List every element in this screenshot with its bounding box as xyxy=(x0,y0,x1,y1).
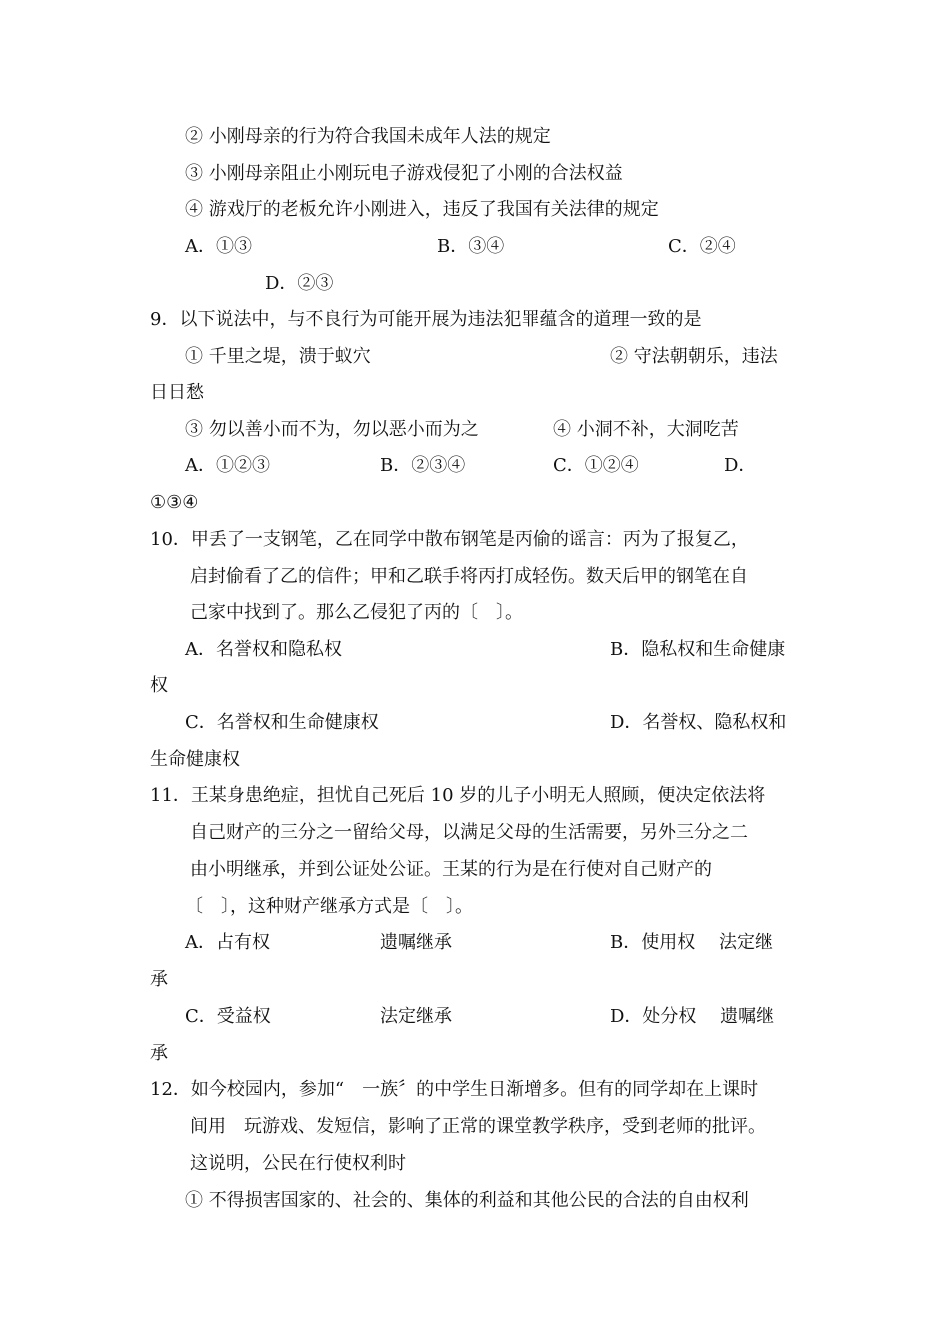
q8-choice-b: B．③④ xyxy=(437,236,505,257)
q9-stem: 9．以下说法中，与不良行为可能开展为违法犯罪蕴含的道理一致的是 xyxy=(150,309,702,330)
q9-choice-a: A．①②③ xyxy=(185,455,270,476)
q9-choice-b: B．②③④ xyxy=(380,455,466,476)
q11-stem-cont-1: 自己财产的三分之一留给父母，以满足父母的生活需要，另外三分之二 xyxy=(190,822,748,843)
option-statement-2: ② 小刚母亲的行为符合我国未成年人法的规定 xyxy=(185,126,551,147)
q11-choice-a: A．占有权 xyxy=(185,932,270,953)
q12-stem: 12．如今校园内，参加“ 一族〞的中学生日渐增多。但有的同学却在上课时 xyxy=(150,1079,759,1100)
q9-choice-d: D． xyxy=(724,455,757,476)
q9-statement-1: ① 千里之堤，溃于蚁穴 xyxy=(185,346,371,367)
q9-choice-c: C．①②④ xyxy=(553,455,639,476)
q11-choice-b-cont: 承 xyxy=(150,969,168,990)
q10-choice-b-cont: 权 xyxy=(150,675,168,696)
option-statement-3: ③ 小刚母亲阻止小刚玩电子游戏侵犯了小刚的合法权益 xyxy=(185,163,623,184)
q11-stem: 11．王某身患绝症，担忧自己死后 10 岁的儿子小明无人照顾，便决定依法将 xyxy=(150,785,766,806)
q11-stem-cont-2: 由小明继承，并到公证处公证。王某的行为是在行使对自己财产的 xyxy=(190,859,712,880)
q9-statement-3: ③ 勿以善小而不为，勿以恶小而为之 xyxy=(185,419,479,440)
q8-choice-c: C．②④ xyxy=(668,236,736,257)
q8-choice-d: D．②③ xyxy=(265,273,334,294)
q11-choice-a-b: 遗嘱继承 xyxy=(380,932,452,953)
q11-choice-d: D．处分权 遗嘱继 xyxy=(610,1006,775,1027)
q12-stem-cont-1: 间用 玩游戏、发短信，影响了正常的课堂教学秩序，受到老师的批评。 xyxy=(190,1116,766,1137)
q9-statement-4: ④ 小洞不补，大洞吃苦 xyxy=(553,419,739,440)
q11-choice-c: C．受益权 xyxy=(185,1006,271,1027)
q10-choice-d: D．名誉权、隐私权和 xyxy=(610,712,787,733)
q10-stem: 10．甲丢了一支钢笔，乙在同学中散布钢笔是丙偷的谣言：丙为了报复乙， xyxy=(150,529,749,550)
q11-choice-d-cont: 承 xyxy=(150,1043,168,1064)
q11-stem-cont-3: 〔 〕，这种财产继承方式是〔 〕。 xyxy=(185,896,473,917)
q8-choice-a: A．①③ xyxy=(185,236,252,257)
q11-choice-c-b: 法定继承 xyxy=(380,1006,452,1027)
q10-stem-cont-1: 启封偷看了乙的信件；甲和乙联手将丙打成轻伤。数天后甲的钢笔在自 xyxy=(190,566,748,587)
q9-statement-2-cont: 日日愁 xyxy=(150,382,204,403)
q12-stem-cont-2: 这说明，公民在行使权利时 xyxy=(190,1153,406,1174)
q10-stem-cont-2: 己家中找到了。那么乙侵犯了丙的〔 〕。 xyxy=(190,602,523,623)
q10-choice-a: A．名誉权和隐私权 xyxy=(185,639,342,660)
q9-statement-2: ② 守法朝朝乐，违法 xyxy=(610,346,778,367)
q10-choice-b: B．隐私权和生命健康 xyxy=(610,639,786,660)
q10-choice-d-cont: 生命健康权 xyxy=(150,749,240,770)
q12-statement-1: ① 不得损害国家的、社会的、集体的利益和其他公民的合法的自由权利 xyxy=(185,1190,749,1211)
q9-choice-d-cont: ①③④ xyxy=(150,492,199,513)
q10-choice-c: C．名誉权和生命健康权 xyxy=(185,712,379,733)
q11-choice-b: B．使用权 法定继 xyxy=(610,932,773,953)
option-statement-4: ④ 游戏厅的老板允许小刚进入，违反了我国有关法律的规定 xyxy=(185,199,659,220)
